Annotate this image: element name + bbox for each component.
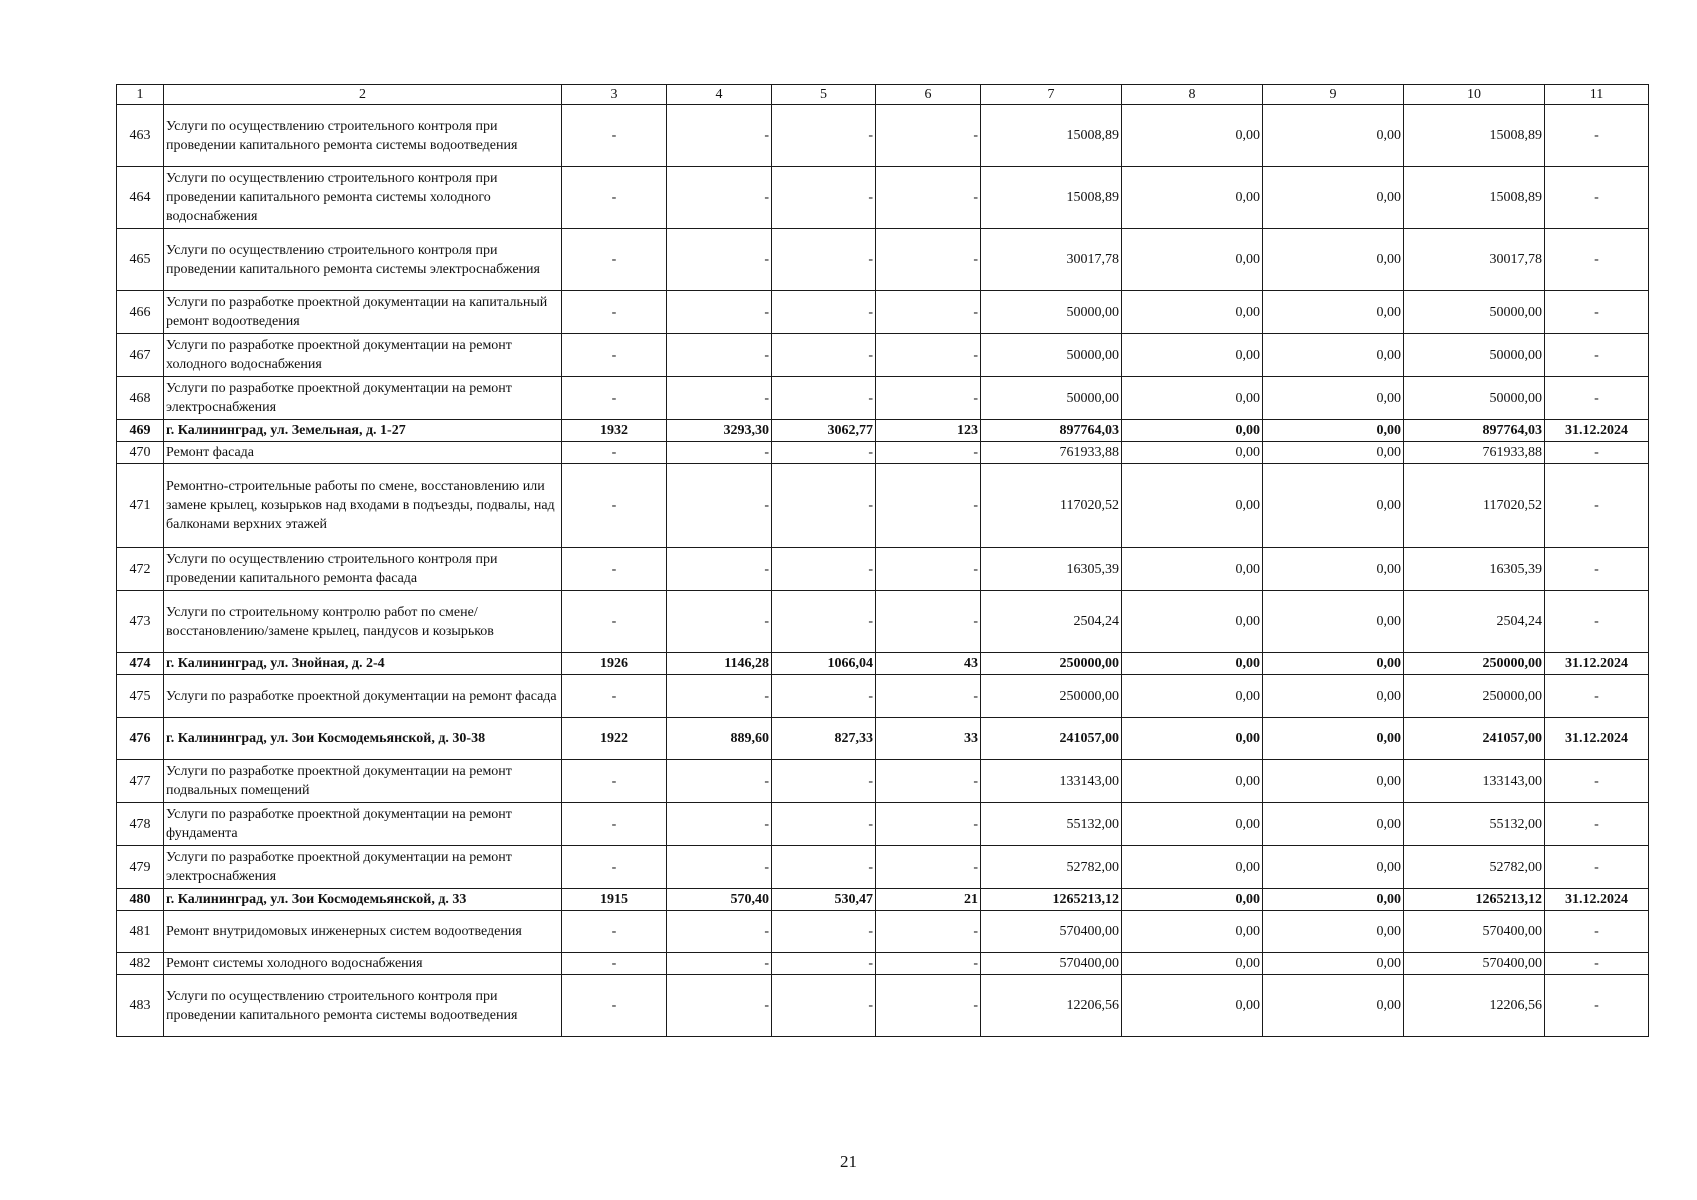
year-cell: 1915 xyxy=(562,889,667,911)
area-total-cell: 1146,28 xyxy=(667,653,772,675)
residents-cell: - xyxy=(876,442,981,464)
table-row xyxy=(117,291,1649,334)
cost-total-cell: 15008,89 xyxy=(981,105,1122,167)
row-number: 475 xyxy=(117,675,164,718)
cost-total-cell: 30017,78 xyxy=(981,229,1122,291)
budget-cell: 0,00 xyxy=(1263,911,1404,953)
budget-cell: 0,00 xyxy=(1263,377,1404,420)
area-total-cell: - xyxy=(667,911,772,953)
table-row xyxy=(117,442,1649,464)
item-name: Услуги по осуществлению строительного контроля при проведении капитального ремонта системы холодного водоснабжения xyxy=(164,167,562,229)
deadline-cell: - xyxy=(1545,442,1649,464)
owners-cell: 15008,89 xyxy=(1404,105,1545,167)
owners-cell: 12206,56 xyxy=(1404,975,1545,1037)
year-cell: - xyxy=(562,760,667,803)
area-living-cell: - xyxy=(772,334,876,377)
year-cell: - xyxy=(562,442,667,464)
table-row xyxy=(117,911,1649,953)
owners-cell: 15008,89 xyxy=(1404,167,1545,229)
area-living-cell: - xyxy=(772,548,876,591)
area-total-cell: - xyxy=(667,846,772,889)
year-cell: - xyxy=(562,167,667,229)
deadline-cell: 31.12.2024 xyxy=(1545,718,1649,760)
fund-cell: 0,00 xyxy=(1122,953,1263,975)
budget-cell: 0,00 xyxy=(1263,803,1404,846)
table-row xyxy=(117,653,1649,675)
residents-cell: 43 xyxy=(876,653,981,675)
row-number: 465 xyxy=(117,229,164,291)
budget-cell: 0,00 xyxy=(1263,846,1404,889)
owners-cell: 133143,00 xyxy=(1404,760,1545,803)
table-row xyxy=(117,889,1649,911)
residents-cell: - xyxy=(876,975,981,1037)
residents-cell: 33 xyxy=(876,718,981,760)
area-total-cell: - xyxy=(667,548,772,591)
area-total-cell: 3293,30 xyxy=(667,420,772,442)
cost-total-cell: 1265213,12 xyxy=(981,889,1122,911)
owners-cell: 570400,00 xyxy=(1404,911,1545,953)
area-living-cell: - xyxy=(772,591,876,653)
table-row xyxy=(117,675,1649,718)
fund-cell: 0,00 xyxy=(1122,889,1263,911)
row-number: 477 xyxy=(117,760,164,803)
residents-cell: - xyxy=(876,846,981,889)
residents-cell: - xyxy=(876,953,981,975)
area-living-cell: - xyxy=(772,105,876,167)
table-row xyxy=(117,229,1649,291)
table-row xyxy=(117,803,1649,846)
item-name: Услуги по осуществлению строительного контроля при проведении капитального ремонта системы электроснабжения xyxy=(164,229,562,291)
year-cell: - xyxy=(562,911,667,953)
item-name: Услуги по разработке проектной документации на капитальный ремонт водоотведения xyxy=(164,291,562,334)
area-total-cell: - xyxy=(667,591,772,653)
table-row xyxy=(117,718,1649,760)
column-header: 9 xyxy=(1263,85,1404,105)
row-number: 471 xyxy=(117,464,164,548)
budget-cell: 0,00 xyxy=(1263,675,1404,718)
area-total-cell: 570,40 xyxy=(667,889,772,911)
budget-cell: 0,00 xyxy=(1263,105,1404,167)
residents-cell: - xyxy=(876,291,981,334)
fund-cell: 0,00 xyxy=(1122,591,1263,653)
row-number: 469 xyxy=(117,420,164,442)
budget-cell: 0,00 xyxy=(1263,975,1404,1037)
area-living-cell: - xyxy=(772,675,876,718)
budget-cell: 0,00 xyxy=(1263,953,1404,975)
deadline-cell: - xyxy=(1545,911,1649,953)
row-number: 479 xyxy=(117,846,164,889)
budget-cell: 0,00 xyxy=(1263,167,1404,229)
column-header: 2 xyxy=(164,85,562,105)
deadline-cell: - xyxy=(1545,229,1649,291)
table-row xyxy=(117,334,1649,377)
owners-cell: 761933,88 xyxy=(1404,442,1545,464)
area-total-cell: - xyxy=(667,334,772,377)
year-cell: - xyxy=(562,548,667,591)
owners-cell: 30017,78 xyxy=(1404,229,1545,291)
year-cell: - xyxy=(562,229,667,291)
budget-cell: 0,00 xyxy=(1263,420,1404,442)
row-number: 483 xyxy=(117,975,164,1037)
fund-cell: 0,00 xyxy=(1122,675,1263,718)
deadline-cell: - xyxy=(1545,953,1649,975)
area-total-cell: - xyxy=(667,760,772,803)
residents-cell: - xyxy=(876,591,981,653)
deadline-cell: 31.12.2024 xyxy=(1545,653,1649,675)
item-name: Ремонт внутридомовых инженерных систем водоотведения xyxy=(164,911,562,953)
area-living-cell: - xyxy=(772,846,876,889)
area-living-cell: 3062,77 xyxy=(772,420,876,442)
owners-cell: 117020,52 xyxy=(1404,464,1545,548)
year-cell: - xyxy=(562,975,667,1037)
area-living-cell: - xyxy=(772,464,876,548)
owners-cell: 2504,24 xyxy=(1404,591,1545,653)
column-header: 11 xyxy=(1545,85,1649,105)
area-total-cell: - xyxy=(667,464,772,548)
table-body xyxy=(117,85,1649,1037)
table-row xyxy=(117,377,1649,420)
year-cell: - xyxy=(562,846,667,889)
column-header: 4 xyxy=(667,85,772,105)
fund-cell: 0,00 xyxy=(1122,803,1263,846)
deadline-cell: - xyxy=(1545,464,1649,548)
fund-cell: 0,00 xyxy=(1122,975,1263,1037)
fund-cell: 0,00 xyxy=(1122,377,1263,420)
column-header: 7 xyxy=(981,85,1122,105)
deadline-cell: - xyxy=(1545,377,1649,420)
area-total-cell: - xyxy=(667,953,772,975)
table-row xyxy=(117,591,1649,653)
item-name: Услуги по разработке проектной документации на ремонт фасада xyxy=(164,675,562,718)
budget-cell: 0,00 xyxy=(1263,718,1404,760)
area-total-cell: - xyxy=(667,803,772,846)
table-row xyxy=(117,464,1649,548)
budget-cell: 0,00 xyxy=(1263,291,1404,334)
column-header: 8 xyxy=(1122,85,1263,105)
deadline-cell: - xyxy=(1545,591,1649,653)
item-name: г. Калининград, ул. Знойная, д. 2-4 xyxy=(164,653,562,675)
item-name: Ремонт системы холодного водоснабжения xyxy=(164,953,562,975)
year-cell: - xyxy=(562,803,667,846)
area-total-cell: 889,60 xyxy=(667,718,772,760)
fund-cell: 0,00 xyxy=(1122,653,1263,675)
item-name: Услуги по осуществлению строительного контроля при проведении капитального ремонта системы водоотведения xyxy=(164,975,562,1037)
cost-total-cell: 50000,00 xyxy=(981,334,1122,377)
cost-total-cell: 570400,00 xyxy=(981,953,1122,975)
residents-cell: - xyxy=(876,377,981,420)
budget-cell: 0,00 xyxy=(1263,889,1404,911)
row-number: 474 xyxy=(117,653,164,675)
table-row xyxy=(117,548,1649,591)
page-number: 21 xyxy=(840,1152,857,1171)
cost-total-cell: 50000,00 xyxy=(981,291,1122,334)
item-name: Услуги по строительному контролю работ по смене/восстановлению/замене крылец, пандусов и козырьков xyxy=(164,591,562,653)
area-living-cell: - xyxy=(772,442,876,464)
area-total-cell: - xyxy=(667,291,772,334)
fund-cell: 0,00 xyxy=(1122,442,1263,464)
deadline-cell: 31.12.2024 xyxy=(1545,420,1649,442)
year-cell: - xyxy=(562,953,667,975)
budget-cell: 0,00 xyxy=(1263,653,1404,675)
area-living-cell: - xyxy=(772,760,876,803)
deadline-cell: - xyxy=(1545,105,1649,167)
deadline-cell: - xyxy=(1545,975,1649,1037)
row-number: 470 xyxy=(117,442,164,464)
item-name: г. Калининград, ул. Земельная, д. 1-27 xyxy=(164,420,562,442)
year-cell: 1926 xyxy=(562,653,667,675)
owners-cell: 52782,00 xyxy=(1404,846,1545,889)
year-cell: - xyxy=(562,334,667,377)
row-number: 464 xyxy=(117,167,164,229)
year-cell: - xyxy=(562,291,667,334)
item-name: Услуги по осуществлению строительного контроля при проведении капитального ремонта системы водоотведения xyxy=(164,105,562,167)
owners-cell: 250000,00 xyxy=(1404,653,1545,675)
residents-cell: - xyxy=(876,334,981,377)
owners-cell: 1265213,12 xyxy=(1404,889,1545,911)
fund-cell: 0,00 xyxy=(1122,167,1263,229)
year-cell: - xyxy=(562,464,667,548)
deadline-cell: - xyxy=(1545,760,1649,803)
item-name: Услуги по разработке проектной документации на ремонт подвальных помещений xyxy=(164,760,562,803)
area-living-cell: - xyxy=(772,803,876,846)
area-total-cell: - xyxy=(667,442,772,464)
owners-cell: 50000,00 xyxy=(1404,291,1545,334)
year-cell: - xyxy=(562,675,667,718)
cost-total-cell: 241057,00 xyxy=(981,718,1122,760)
budget-cell: 0,00 xyxy=(1263,591,1404,653)
item-name: Услуги по разработке проектной документации на ремонт электроснабжения xyxy=(164,377,562,420)
deadline-cell: - xyxy=(1545,291,1649,334)
area-living-cell: - xyxy=(772,953,876,975)
item-name: Услуги по разработке проектной документации на ремонт фундамента xyxy=(164,803,562,846)
fund-cell: 0,00 xyxy=(1122,334,1263,377)
owners-cell: 50000,00 xyxy=(1404,377,1545,420)
row-number: 482 xyxy=(117,953,164,975)
residents-cell: 123 xyxy=(876,420,981,442)
owners-cell: 50000,00 xyxy=(1404,334,1545,377)
owners-cell: 55132,00 xyxy=(1404,803,1545,846)
table-row xyxy=(117,105,1649,167)
year-cell: - xyxy=(562,105,667,167)
owners-cell: 250000,00 xyxy=(1404,675,1545,718)
fund-cell: 0,00 xyxy=(1122,229,1263,291)
cost-total-cell: 55132,00 xyxy=(981,803,1122,846)
row-number: 473 xyxy=(117,591,164,653)
residents-cell: - xyxy=(876,675,981,718)
column-header: 5 xyxy=(772,85,876,105)
residents-cell: - xyxy=(876,464,981,548)
fund-cell: 0,00 xyxy=(1122,548,1263,591)
area-total-cell: - xyxy=(667,675,772,718)
residents-cell: - xyxy=(876,548,981,591)
area-total-cell: - xyxy=(667,229,772,291)
row-number: 468 xyxy=(117,377,164,420)
area-total-cell: - xyxy=(667,105,772,167)
area-living-cell: - xyxy=(772,911,876,953)
owners-cell: 897764,03 xyxy=(1404,420,1545,442)
deadline-cell: - xyxy=(1545,846,1649,889)
area-living-cell: - xyxy=(772,975,876,1037)
area-living-cell: 827,33 xyxy=(772,718,876,760)
row-number: 467 xyxy=(117,334,164,377)
column-header: 1 xyxy=(117,85,164,105)
deadline-cell: - xyxy=(1545,675,1649,718)
budget-cell: 0,00 xyxy=(1263,229,1404,291)
residents-cell: - xyxy=(876,105,981,167)
residents-cell: - xyxy=(876,911,981,953)
area-total-cell: - xyxy=(667,377,772,420)
year-cell: 1932 xyxy=(562,420,667,442)
cost-total-cell: 12206,56 xyxy=(981,975,1122,1037)
year-cell: 1922 xyxy=(562,718,667,760)
area-total-cell: - xyxy=(667,167,772,229)
table-row xyxy=(117,846,1649,889)
owners-cell: 16305,39 xyxy=(1404,548,1545,591)
row-number: 481 xyxy=(117,911,164,953)
area-total-cell: - xyxy=(667,975,772,1037)
table-row xyxy=(117,760,1649,803)
row-number: 480 xyxy=(117,889,164,911)
row-number: 476 xyxy=(117,718,164,760)
table-row xyxy=(117,420,1649,442)
cost-total-cell: 50000,00 xyxy=(981,377,1122,420)
area-living-cell: 1066,04 xyxy=(772,653,876,675)
cost-total-cell: 761933,88 xyxy=(981,442,1122,464)
column-header: 10 xyxy=(1404,85,1545,105)
column-number-row xyxy=(117,85,1649,105)
table-row xyxy=(117,953,1649,975)
budget-cell: 0,00 xyxy=(1263,464,1404,548)
deadline-cell: - xyxy=(1545,548,1649,591)
cost-total-cell: 15008,89 xyxy=(981,167,1122,229)
fund-cell: 0,00 xyxy=(1122,464,1263,548)
row-number: 466 xyxy=(117,291,164,334)
fund-cell: 0,00 xyxy=(1122,760,1263,803)
item-name: г. Калининград, ул. Зои Космодемьянской, д. 30-38 xyxy=(164,718,562,760)
area-living-cell: - xyxy=(772,229,876,291)
item-name: Услуги по осуществлению строительного контроля при проведении капитального ремонта фасада xyxy=(164,548,562,591)
fund-cell: 0,00 xyxy=(1122,846,1263,889)
row-number: 472 xyxy=(117,548,164,591)
budget-cell: 0,00 xyxy=(1263,548,1404,591)
fund-cell: 0,00 xyxy=(1122,291,1263,334)
capital-repair-table xyxy=(116,84,1649,1037)
item-name: Услуги по разработке проектной документации на ремонт холодного водоснабжения xyxy=(164,334,562,377)
residents-cell: - xyxy=(876,760,981,803)
column-header: 6 xyxy=(876,85,981,105)
cost-total-cell: 16305,39 xyxy=(981,548,1122,591)
table-row xyxy=(117,975,1649,1037)
deadline-cell: 31.12.2024 xyxy=(1545,889,1649,911)
column-header: 3 xyxy=(562,85,667,105)
residents-cell: - xyxy=(876,229,981,291)
residents-cell: - xyxy=(876,803,981,846)
fund-cell: 0,00 xyxy=(1122,420,1263,442)
fund-cell: 0,00 xyxy=(1122,105,1263,167)
year-cell: - xyxy=(562,377,667,420)
cost-total-cell: 570400,00 xyxy=(981,911,1122,953)
owners-cell: 570400,00 xyxy=(1404,953,1545,975)
budget-cell: 0,00 xyxy=(1263,442,1404,464)
year-cell: - xyxy=(562,591,667,653)
row-number: 478 xyxy=(117,803,164,846)
cost-total-cell: 897764,03 xyxy=(981,420,1122,442)
fund-cell: 0,00 xyxy=(1122,911,1263,953)
deadline-cell: - xyxy=(1545,803,1649,846)
residents-cell: 21 xyxy=(876,889,981,911)
cost-total-cell: 52782,00 xyxy=(981,846,1122,889)
fund-cell: 0,00 xyxy=(1122,718,1263,760)
item-name: г. Калининград, ул. Зои Космодемьянской, д. 33 xyxy=(164,889,562,911)
row-number: 463 xyxy=(117,105,164,167)
budget-cell: 0,00 xyxy=(1263,760,1404,803)
owners-cell: 241057,00 xyxy=(1404,718,1545,760)
cost-total-cell: 133143,00 xyxy=(981,760,1122,803)
deadline-cell: - xyxy=(1545,334,1649,377)
item-name: Ремонтно-строительные работы по смене, восстановлению или замене крылец, козырьков над входами в подъезды, подвалы, над балконами верхних этажей xyxy=(164,464,562,548)
cost-total-cell: 250000,00 xyxy=(981,653,1122,675)
cost-total-cell: 250000,00 xyxy=(981,675,1122,718)
item-name: Услуги по разработке проектной документации на ремонт электроснабжения xyxy=(164,846,562,889)
table-row xyxy=(117,167,1649,229)
area-living-cell: - xyxy=(772,167,876,229)
area-living-cell: 530,47 xyxy=(772,889,876,911)
cost-total-cell: 117020,52 xyxy=(981,464,1122,548)
area-living-cell: - xyxy=(772,377,876,420)
budget-cell: 0,00 xyxy=(1263,334,1404,377)
item-name: Ремонт фасада xyxy=(164,442,562,464)
area-living-cell: - xyxy=(772,291,876,334)
cost-total-cell: 2504,24 xyxy=(981,591,1122,653)
deadline-cell: - xyxy=(1545,167,1649,229)
residents-cell: - xyxy=(876,167,981,229)
